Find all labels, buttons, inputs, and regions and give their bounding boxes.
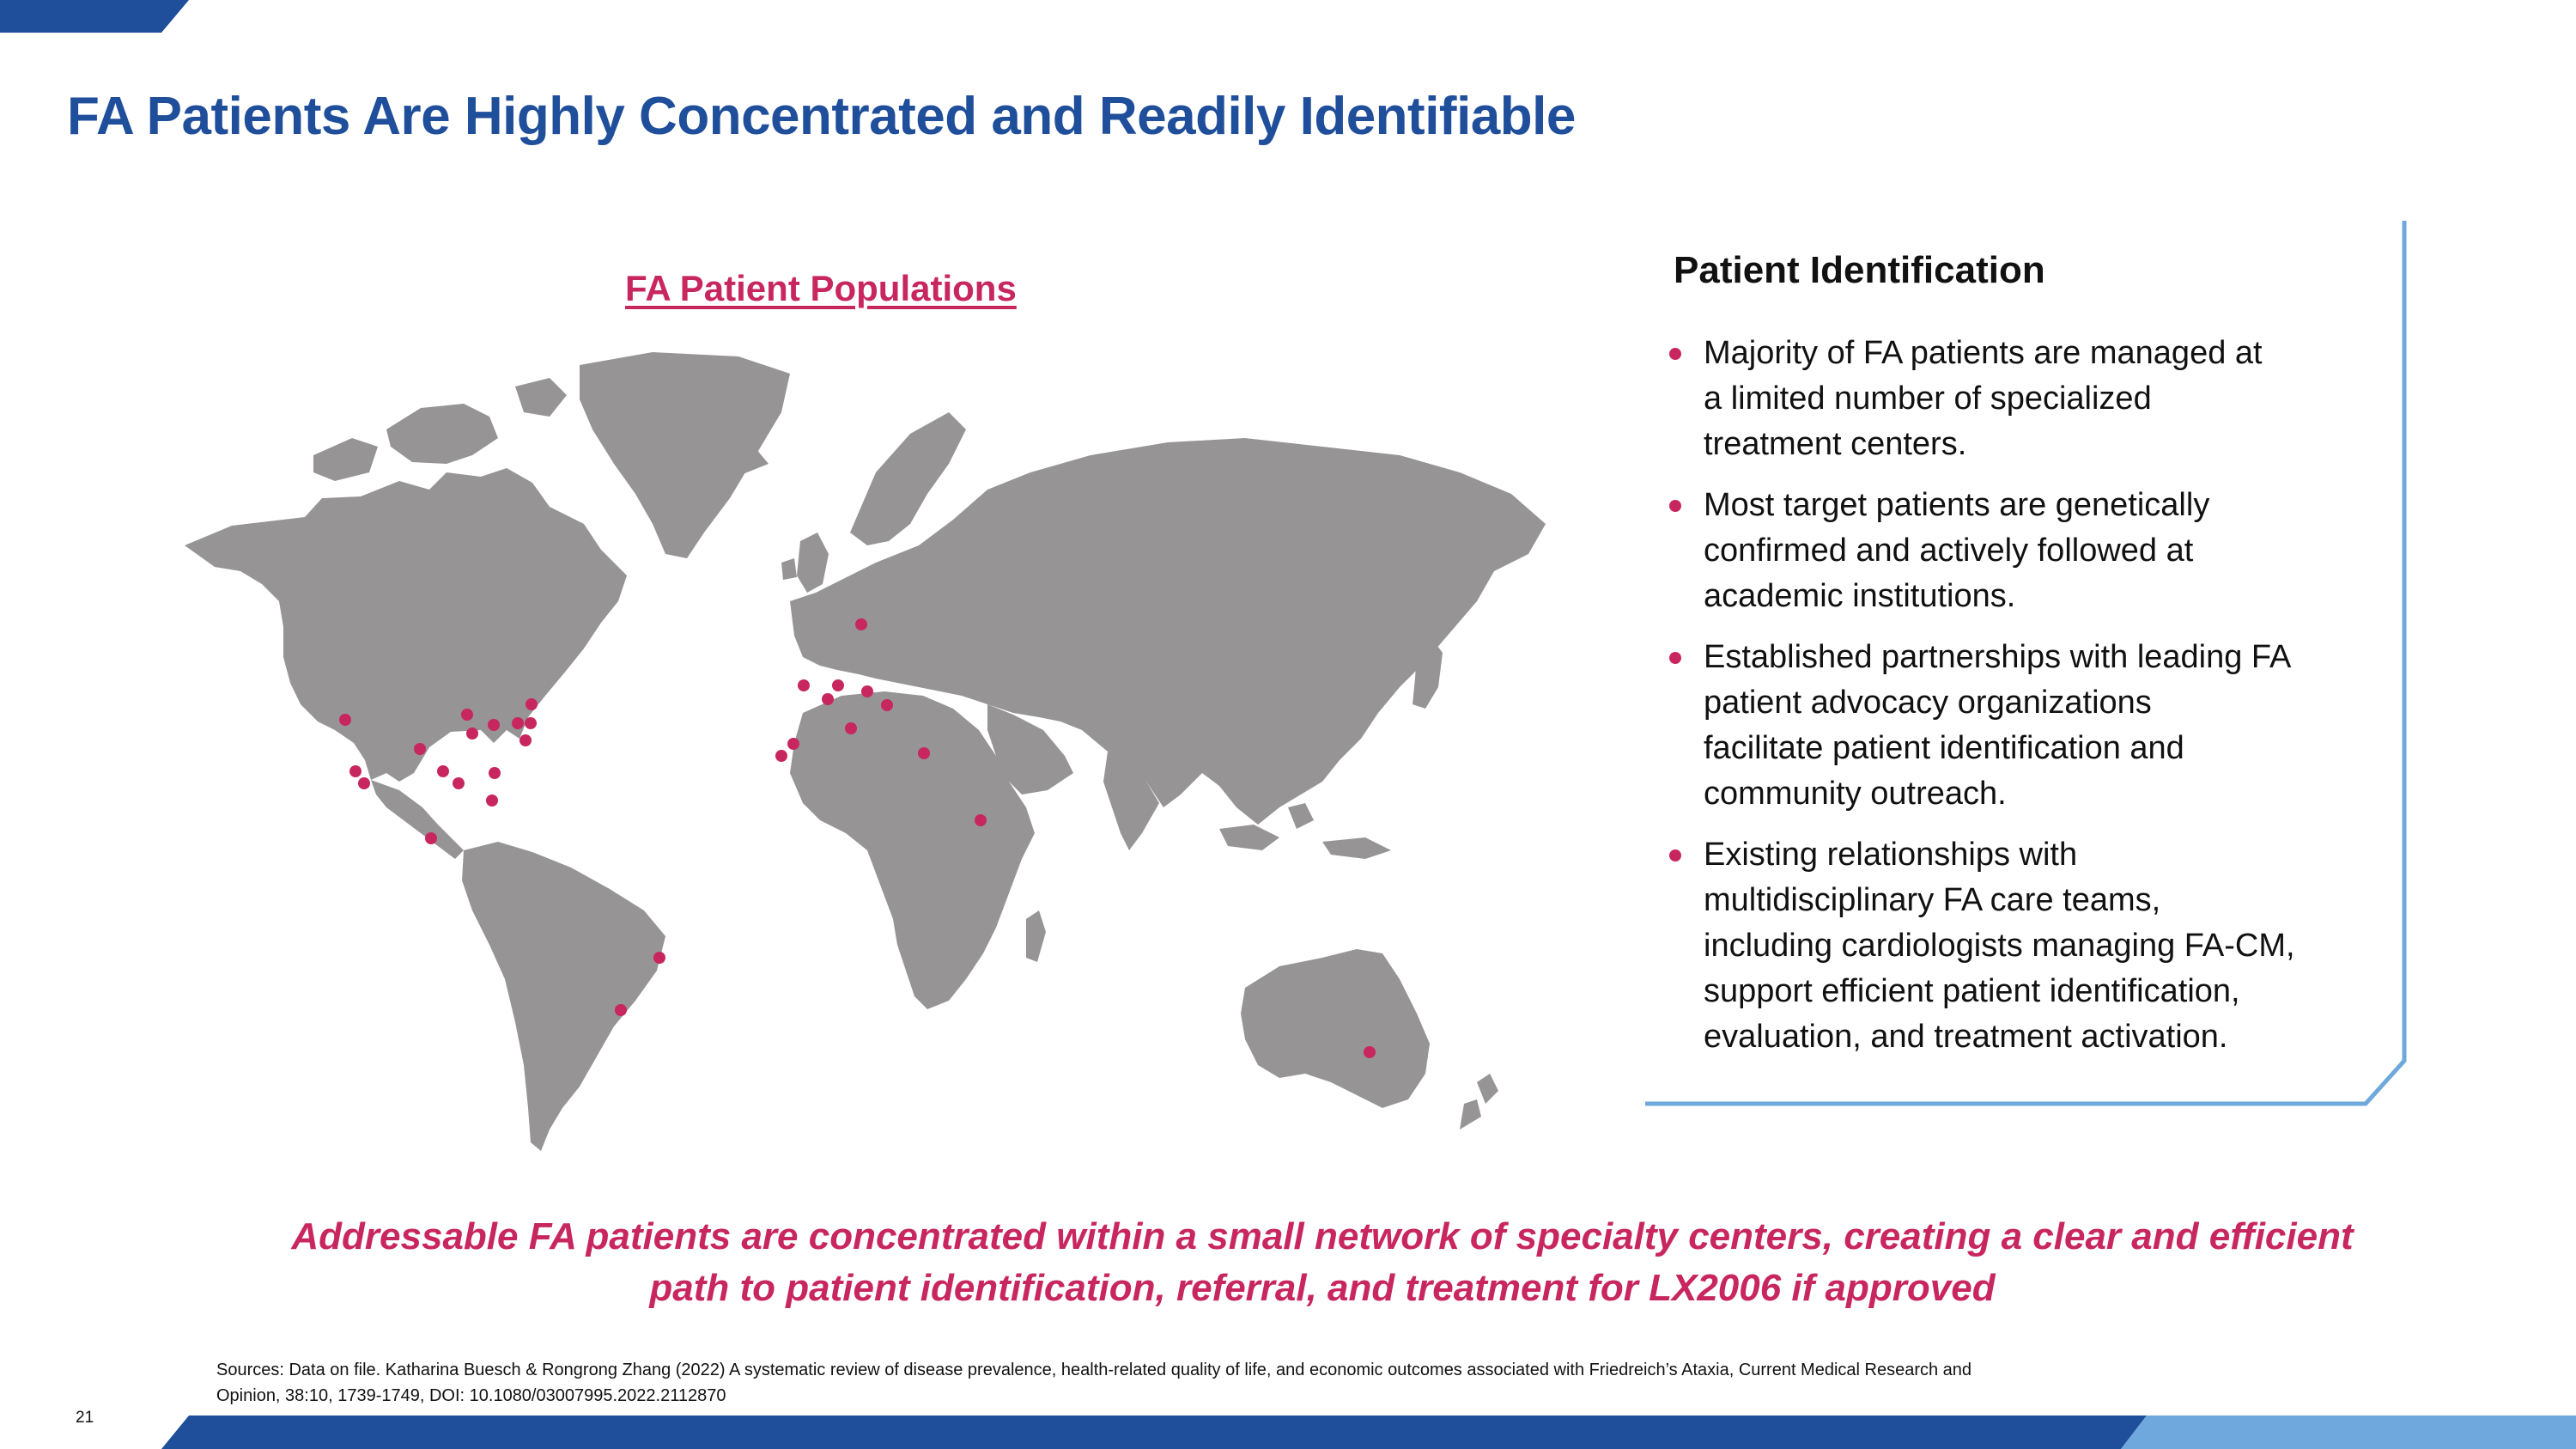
bullet-line: academic institutions. — [1704, 578, 2016, 614]
bullet-dot-icon — [1669, 500, 1681, 512]
callout-heading: Patient Identification — [1674, 249, 2045, 291]
marker — [1364, 1046, 1376, 1058]
bullet-line: including cardiologists managing FA-CM, — [1704, 928, 2295, 964]
bullet-item — [1666, 483, 2353, 619]
marker — [489, 767, 501, 779]
land-north-america — [185, 468, 627, 782]
marker — [466, 728, 478, 740]
bullet-line: multidisciplinary FA care teams, — [1704, 882, 2161, 918]
marker — [845, 722, 857, 734]
marker — [615, 1004, 627, 1016]
marker — [461, 709, 473, 721]
land-central-america — [371, 780, 464, 859]
sources-citation — [216, 1357, 2277, 1409]
footer-bar — [0, 1416, 2576, 1449]
marker — [822, 693, 834, 705]
marker — [525, 717, 537, 729]
marker — [512, 717, 524, 729]
marker — [787, 738, 799, 750]
marker — [349, 765, 361, 777]
marker — [861, 685, 873, 697]
bullet-dot-icon — [1669, 849, 1681, 861]
bullet-line: confirmed and actively followed at — [1704, 533, 2194, 569]
marker — [414, 743, 426, 755]
bullet-line: evaluation, and treatment activation. — [1704, 1019, 2228, 1055]
bullet-item — [1666, 635, 2353, 817]
bullet-item — [1666, 331, 2353, 467]
page-number: 21 — [76, 1409, 94, 1427]
bullet-line: Majority of FA patients are managed at — [1704, 335, 2263, 371]
tagline — [215, 1211, 2430, 1314]
marker — [519, 734, 532, 746]
land-masses — [185, 352, 1546, 1151]
marker — [975, 814, 987, 826]
marker — [798, 679, 810, 691]
bullet-line: treatment centers. — [1704, 426, 1967, 462]
sources-line: Sources: Data on file. Katharina Buesch & Rongrong Zhang (2022) A systematic review of disease prevalence, health-related quality of life, and economic outcomes associated with Friedreich’s Ataxia, Current Medical Research and — [216, 1361, 1972, 1379]
marker — [358, 777, 370, 789]
marker — [855, 618, 867, 630]
bullet-line: Established partnerships with leading FA — [1704, 639, 2292, 675]
bullet-list — [1666, 331, 2353, 1075]
bullet-line: support efficient patient identification, — [1704, 973, 2240, 1009]
bullet-line: Most target patients are genetically — [1704, 487, 2210, 523]
marker — [881, 699, 893, 711]
marker — [918, 747, 930, 759]
marker — [488, 719, 500, 731]
marker — [437, 765, 449, 777]
world-map — [103, 326, 1563, 1185]
marker — [832, 679, 844, 691]
marker — [486, 795, 498, 807]
sources-line: Opinion, 38:10, 1739-1749, DOI: 10.1080/03007995.2022.2112870 — [216, 1386, 726, 1405]
bullet-dot-icon — [1669, 348, 1681, 360]
marker — [775, 750, 787, 762]
marker — [339, 714, 351, 726]
marker — [425, 832, 437, 844]
tagline-line: Addressable FA patients are concentrated within a small network of specialty centers, creating a clear and efficient — [291, 1215, 2354, 1257]
marker — [653, 952, 665, 964]
tagline-line: path to patient identification, referral, and treatment for LX2006 if approved — [649, 1267, 1996, 1309]
land-south-america — [462, 842, 665, 1151]
marker — [526, 698, 538, 710]
marker — [453, 777, 465, 789]
bullet-line: community outreach. — [1704, 776, 2007, 812]
bullet-line: Existing relationships with — [1704, 837, 2078, 873]
bullet-item — [1666, 832, 2353, 1060]
bullet-dot-icon — [1669, 652, 1681, 664]
bullet-line: patient advocacy organizations — [1704, 685, 2152, 721]
bullet-line: a limited number of specialized — [1704, 381, 2152, 417]
corner-tab-decoration — [0, 0, 189, 33]
land-australia — [1241, 949, 1430, 1108]
land-arctic-islands — [386, 404, 498, 464]
land-uk — [797, 533, 829, 593]
map-heading: FA Patient Populations — [625, 268, 1017, 308]
page-title: FA Patients Are Highly Concentrated and Readily Identifiable — [67, 87, 1576, 146]
bullet-line: facilitate patient identification and — [1704, 730, 2184, 766]
